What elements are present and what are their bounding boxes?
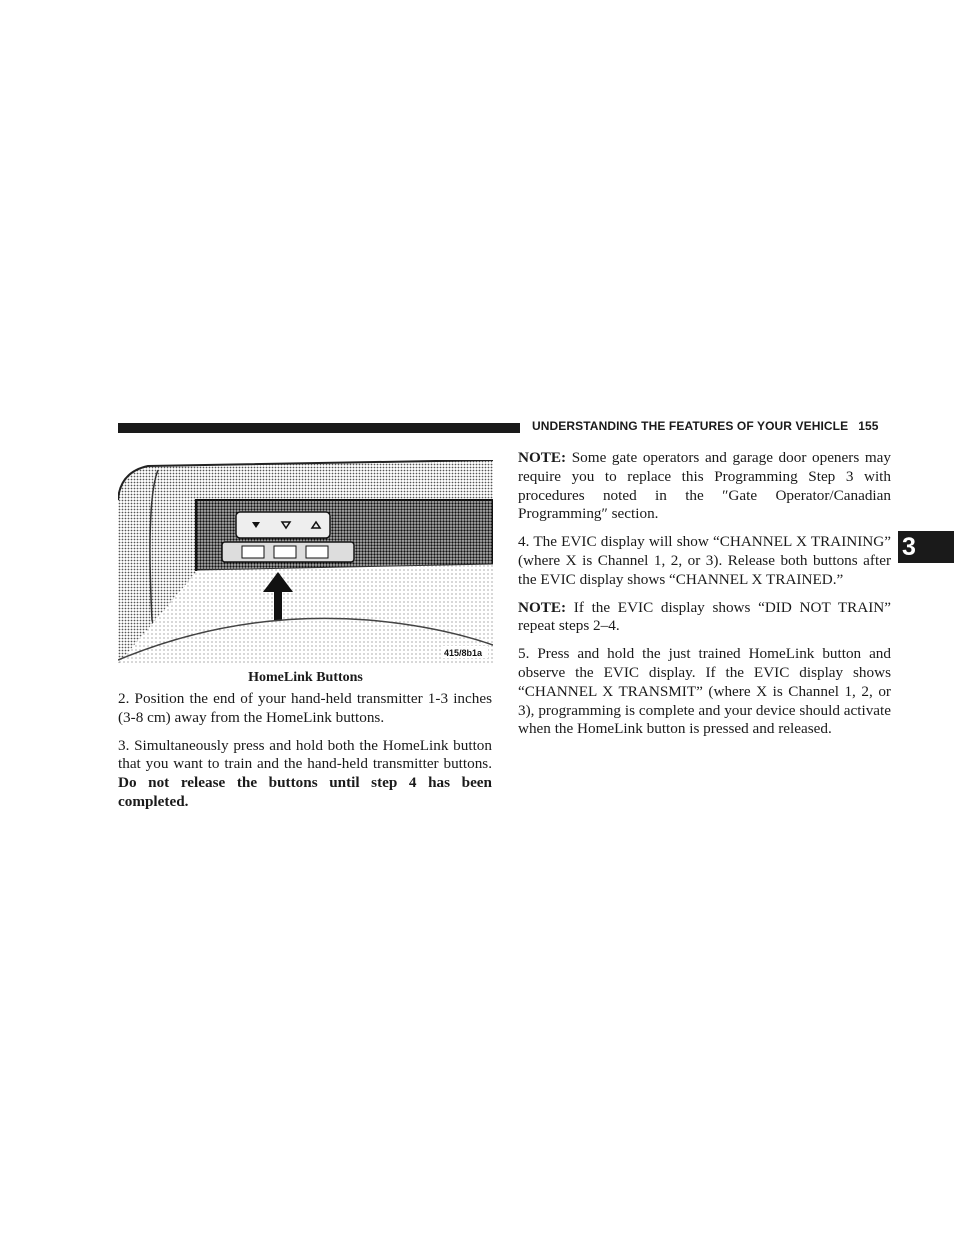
figure-caption: HomeLink Buttons [248, 670, 363, 685]
running-header [532, 419, 892, 433]
note-gate-operators: NOTE: Some gate operators and garage door openers may require you to replace this Programming Step 3 with procedures noted in the ″Gate Operator/Canadian Programming″ section. [518, 449, 891, 523]
page-number: 155 [858, 419, 879, 433]
step-5-paragraph: 5. Press and hold the just trained HomeLink button and observe the EVIC display. If the EVIC display shows “CHANNEL X TRANSMIT” (where X is Channel 1, 2, or 3), programming is complete and your device should activate when the HomeLink button is pressed and released. [518, 645, 891, 738]
homelink-buttons-figure [118, 460, 493, 664]
image-code: 415/8b1a [444, 648, 483, 658]
step-3-paragraph: 3. Simultaneously press and hold both the HomeLink button that you want to train and the hand-held transmitter buttons. Do not release the buttons until step 4 has been completed. [118, 736, 492, 810]
left-column [118, 690, 492, 821]
section-title: UNDERSTANDING THE FEATURES OF YOUR VEHICLE [532, 419, 849, 433]
step-3-warning: Do not release the buttons until step 4 has been completed. [118, 774, 492, 810]
homelink-buttons-illustration-icon [118, 460, 493, 664]
note-label: NOTE: [518, 449, 567, 466]
step-4-paragraph: 4. The EVIC display will show “CHANNEL X TRAINING” (where X is Channel 1, 2, or 3). Release both buttons after the EVIC display shows “CHANNEL X TRAINED.” [518, 533, 891, 588]
right-column [518, 449, 891, 748]
header-rule [118, 423, 520, 433]
chapter-tab: 3 [898, 531, 954, 563]
note-label: NOTE: [518, 598, 567, 616]
note-did-not-train: NOTE: If the EVIC display shows “DID NOT TRAIN” repeat steps 2–4. [518, 598, 891, 635]
step-2-paragraph: 2. Position the end of your hand-held transmitter 1-3 inches (3-8 cm) away from the HomeLink buttons. [118, 690, 492, 726]
